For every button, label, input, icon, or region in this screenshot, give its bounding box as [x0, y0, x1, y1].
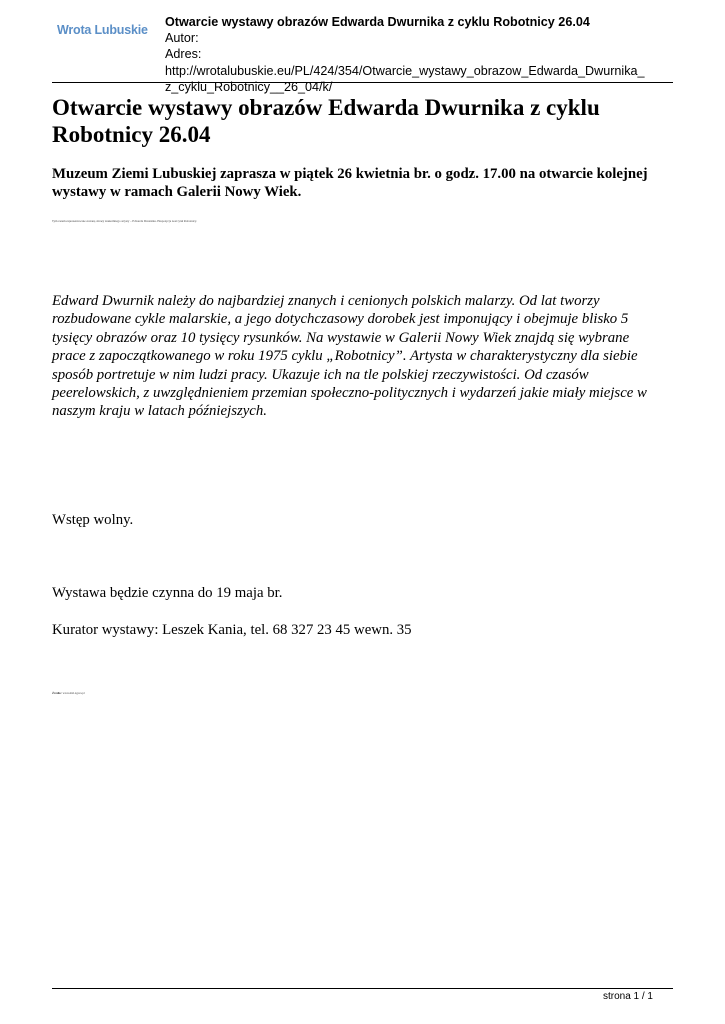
header-author: Autor:	[165, 31, 199, 46]
header-address-line1: Adres: http://wrotalubuskie.eu/PL/424/354/Otwarcie_wystawy_obrazow_Edwarda_Dwurnika_	[165, 47, 645, 78]
entry-info: Wstęp wolny.	[52, 512, 134, 528]
duration-info: Wystawa będzie czynna do 19 maja br.	[52, 585, 283, 601]
header-address-line2: z_cyklu_Robotnicy__26_04/k/	[165, 79, 333, 94]
footer-divider	[52, 988, 673, 989]
source-label: Źródło:	[52, 691, 62, 695]
curator-info: Kurator wystawy: Leszek Kania, tel. 68 327 23 45 wewn. 35	[52, 622, 412, 638]
header-title: Otwarcie wystawy obrazów Edwarda Dwurnika z cyklu Robotnicy 26.04	[165, 15, 590, 29]
article-body: Edward Dwurnik należy do najbardziej znanych i cenionych polskich malarzy. Od lat tworzy rozbudowane cykle malarskie, a jego dotychczasowy dorobek jest imponujący i obejmuje blisko 5 tysięcy obrazów oraz 10 tysięcy rysunków. Na wystawie w Galerii Nowy Wiek znajdą się wybrane prace z zapoczątkowanego w roku 1975 cyklu „Robotnicy”. Artysta w charakterystyczny dla siebie sposób portretuje w nim ludzi pracy. Ukazuje ich na tle polskiej rzeczywistości. Od czasów peerelowskich, z uwzględnieniem przemian społeczno-politycznych i wydarzeń jakie miały miejsce w naszym kraju w latach późniejszych.	[52, 293, 647, 420]
image-caption: Tym razem zaprezentowane zostaną obrazy znakomitego artysty – Edwarda Dwurnika. Ekspozycja nosi tytuł Robotnicy.	[52, 219, 197, 223]
article-lead: Muzeum Ziemi Lubuskiej zaprasza w piątek 26 kwietnia br. o godz. 17.00 na otwarcie kolejnej wystawy w ramach Galerii Nowy Wiek.	[52, 166, 648, 200]
source-line	[52, 691, 85, 695]
header-divider	[52, 82, 673, 83]
source-value: www.mzl.zgora.pl	[62, 691, 85, 695]
page-number: strona 1 / 1	[602, 991, 653, 1002]
article-title: Otwarcie wystawy obrazów Edwarda Dwurnika z cyklu Robotnicy 26.04	[52, 95, 600, 147]
site-logo: Wrota Lubuskie	[57, 23, 148, 37]
